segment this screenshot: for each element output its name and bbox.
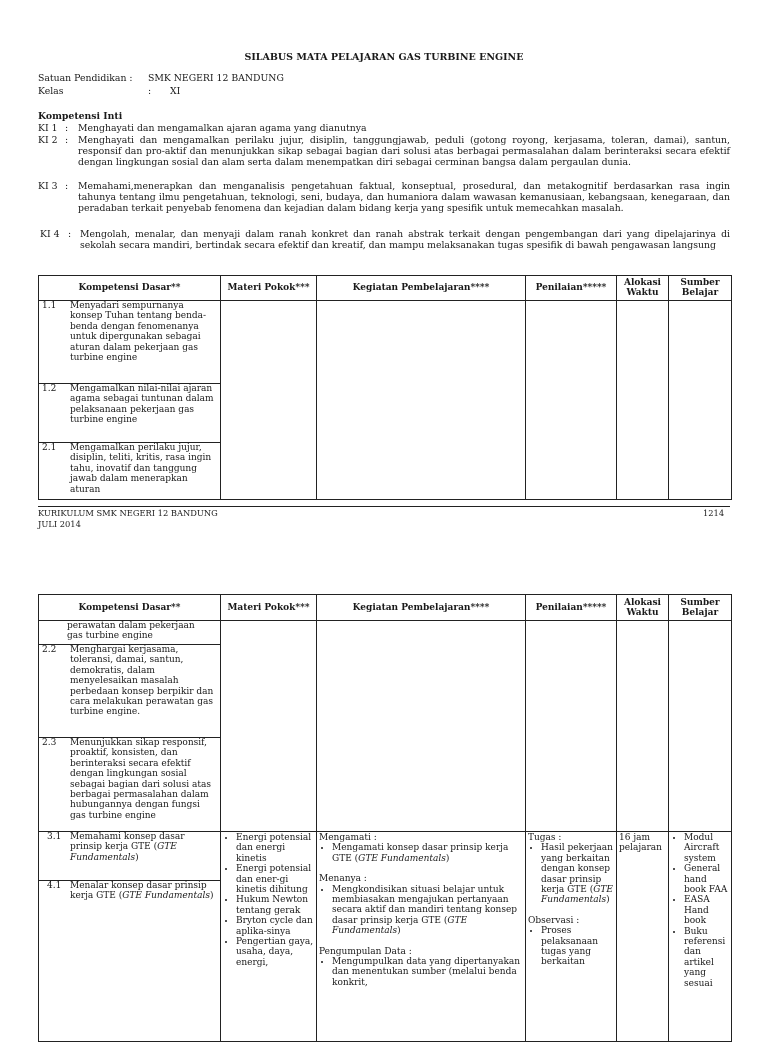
list-item: • Hasil pekerjaan yang berkaitan dengan konsep dasar prinsip kerja GTE (GTE Fundamentals) — [541, 843, 614, 905]
list-item: • Energi potensial dan energi kinetis — [236, 833, 314, 864]
kd-text: Menunjukkan sikap responsif, proaktif, konsisten, dan berinteraksi secara efektif dengan lingkungan sosial sebagai bagian dari solusi atas berbagai permasalahan dalam hubungannya dengan fungsi gas turbine engine — [70, 738, 211, 821]
kd-item-3-1 — [39, 832, 220, 881]
penilaian-cell — [526, 832, 617, 1042]
ki-3 — [38, 181, 730, 214]
kegiatan-cell — [317, 621, 526, 832]
header-penilaian: Penilaian***** — [526, 276, 617, 301]
kd-item-4-1 — [39, 881, 220, 902]
ki-2-text: Menghayati dan mengamalkan perilaku jujur, disiplin, tanggungjawab, peduli (gotong royong, kerjasama, toleran, damai), santun, responsif dan pro-aktif dan menunjukkan sikap sebagai bagian dari solusi atas berbagai permasalahan dalam berinteraksi secara efektif dengan lingkungan sosial dan alam serta dalam menempatkan diri sebagai cerminan bangsa dalam pergaulan dunia. — [78, 135, 730, 168]
ki-2-label: KI 2 — [38, 135, 58, 146]
footer-page-number: 1214 — [703, 508, 725, 518]
table-row — [39, 621, 732, 832]
header-materi-pokok: Materi Pokok*** — [221, 595, 317, 621]
list-item: • Pengertian gaya, usaha, daya, energi, — [236, 937, 314, 968]
kd-number: 1.1 — [42, 301, 57, 311]
alokasi-cell — [617, 301, 669, 500]
kd-number: 2.1 — [42, 443, 57, 453]
satuan-value: SMK NEGERI 12 BANDUNG — [148, 73, 284, 84]
list-item: • Mengkondisikan situasi belajar untuk membiasakan mengajukan pertanyaan secara aktif dan mandiri tentang konsep dasar prinsip kerja GTE (GTE Fundamentals) — [332, 885, 523, 937]
page-title: SILABUS MATA PELAJARAN GAS TURBINE ENGINE — [244, 52, 524, 63]
kd-continuation — [39, 621, 220, 645]
sumber-cell — [669, 621, 732, 832]
ki-3-text: Memahami,menerapkan dan menganalisis pengetahuan faktual, konseptual, prosedural, dan metakognitif berdasarkan rasa ingin tahunya tentang ilmu pengetahuan, teknologi, seni, budaya, dan humaniora dalam wawasan kemanusiaan, kebangsaan, kenegaraan, dan peradaban terkait penyebab fenomena dan kejadian dalam bidang kerja yang spesifik untuk memecahkan masalah. — [78, 181, 730, 214]
kelas-colon: : — [148, 86, 152, 97]
ki-2 — [38, 135, 730, 168]
sumber-cell — [669, 301, 732, 500]
materi-cell — [221, 621, 317, 832]
list-item: • Mengamati konsep dasar prinsip kerja GTE (GTE Fundamentals) — [332, 843, 523, 864]
penilaian-cell — [526, 621, 617, 832]
header-sumber: Sumber Belajar — [669, 276, 732, 301]
materi-list — [223, 833, 314, 968]
kd-cell — [39, 301, 221, 500]
list-item: • Modul Aircraft system — [684, 833, 729, 864]
kd-text: Mengamalkan perilaku jujur, disiplin, teliti, kritis, rasa ingin tahu, inovatif dan tanggung jawab dalam menerapkan aturan — [70, 443, 212, 495]
menanya-section — [319, 874, 523, 936]
table-row — [39, 301, 732, 500]
kelas-value: XI — [170, 86, 181, 97]
alokasi-cell: 16 jam pelajaran — [617, 832, 669, 1042]
syllabus-table-2 — [38, 594, 732, 1042]
ki-1-text: Menghayati dan mengamalkan ajaran agama yang dianutnya — [78, 123, 367, 134]
ki-4-text: Mengolah, menalar, dan menyaji dalam ranah konkret dan ranah abstrak terkait dengan pengembangan dari yang dipelajarinya di sekolah secara mandiri, bertindak secara efektif dan kreatif, dan mampu melaksanakan tugas spesifik di bawah pengawasan langsung — [80, 229, 730, 251]
mengamati-label: Mengamati : — [319, 833, 377, 843]
kd-text: Memahami konsep dasar prinsip kerja GTE (GTE Fundamentals) — [70, 832, 185, 863]
kd-number: 2.3 — [42, 738, 57, 748]
ki-4-label: KI 4 — [40, 229, 60, 240]
table-row — [39, 832, 732, 1042]
list-item: • Buku referensi dan artikel yang sesuai — [684, 927, 729, 989]
kd-item-1-2 — [39, 384, 220, 443]
menanya-label: Menanya : — [319, 874, 367, 885]
satuan-label: Satuan Pendidikan : — [38, 73, 133, 84]
ki-1-label: KI 1 — [38, 123, 58, 134]
header-kompetensi-dasar: Kompetensi Dasar** — [39, 276, 221, 301]
header-kegiatan: Kegiatan Pembelajaran**** — [317, 276, 526, 301]
footer-divider — [38, 506, 730, 507]
header-penilaian: Penilaian***** — [526, 595, 617, 621]
list-item: • Mengumpulkan data yang dipertanyakan dan menentukan sumber (melalui benda konkrit, — [332, 957, 523, 988]
header-kegiatan: Kegiatan Pembelajaran**** — [317, 595, 526, 621]
header-alokasi: Alokasi Waktu — [617, 276, 669, 301]
ki-4-colon: : — [68, 229, 72, 240]
kd-item-1-1 — [39, 301, 220, 384]
mengamati-section — [319, 833, 523, 864]
penilaian-cell — [526, 301, 617, 500]
kd-cell — [39, 832, 221, 1042]
ki-3-colon: : — [65, 181, 69, 192]
footer-left: KURIKULUM SMK NEGERI 12 BANDUNG — [38, 508, 218, 518]
ki-2-colon: : — [65, 135, 69, 146]
kd-text: Menyadari sempurnanya konsep Tuhan tentang benda-benda dengan fenomenanya untuk dipergunakan sebagai aturan dalam pekerjaan gas turbine engine — [70, 301, 207, 364]
table-header-row — [39, 595, 732, 621]
header-alokasi: Alokasi Waktu — [617, 595, 669, 621]
kegiatan-cell — [317, 301, 526, 500]
materi-cell — [221, 301, 317, 500]
pengumpulan-label: Pengumpulan Data : — [319, 946, 412, 957]
materi-cell — [221, 832, 317, 1042]
ki-3-label: KI 3 — [38, 181, 58, 192]
header-materi-pokok: Materi Pokok*** — [221, 276, 317, 301]
table-header-row — [39, 276, 732, 301]
kd-text: Menghargai kerjasama, toleransi, damai, santun, demokratis, dalam menyelesaikan masalah perbedaan konsep berpikir dan cara melakukan perawatan gas turbine engine. — [70, 645, 214, 718]
list-item: • General hand book FAA — [684, 864, 729, 895]
kelas-label: Kelas — [38, 86, 64, 97]
list-item: • Bryton cycle dan aplika-sinya — [236, 916, 314, 937]
header-sumber: Sumber Belajar — [669, 595, 732, 621]
observasi-label: Observasi : — [528, 915, 580, 926]
alokasi-cell — [617, 621, 669, 832]
kd-item-2-2 — [39, 645, 220, 738]
observasi-section — [528, 916, 614, 968]
list-item: • EASA Hand book — [684, 895, 729, 926]
kd-number: 3.1 — [47, 832, 62, 842]
kd-item-2-3 — [39, 738, 220, 821]
ki-1 — [38, 123, 730, 134]
ki-1-colon: : — [65, 123, 69, 134]
kd-text: Mengamalkan nilai-nilai ajaran agama sebagai tuntunan dalam pelaksanaan pekerjaan gas turbine engine — [70, 384, 214, 426]
kd-number: 4.1 — [47, 881, 62, 891]
kd-text: Menalar konsep dasar prinsip kerja GTE (GTE Fundamentals) — [70, 881, 214, 902]
tugas-section — [528, 833, 614, 906]
kd-cell — [39, 621, 221, 832]
tugas-label: Tugas : — [528, 833, 562, 843]
kd-item-2-1 — [39, 443, 220, 495]
list-item: • Proses pelaksanaan tugas yang berkaitan — [541, 926, 614, 968]
footer-date: JULI 2014 — [38, 519, 81, 529]
sumber-cell — [669, 832, 732, 1042]
ki-heading: Kompetensi Inti — [38, 111, 123, 122]
list-item: • Energi potensial dan ener-gi kinetis dihitung — [236, 864, 314, 895]
list-item: • Hukum Newton tentang gerak — [236, 895, 314, 916]
kegiatan-cell — [317, 832, 526, 1042]
header-kompetensi-dasar: Kompetensi Dasar** — [39, 595, 221, 621]
pengumpulan-section — [319, 947, 523, 989]
ki-4 — [40, 229, 730, 251]
page-2 — [0, 580, 768, 1024]
kd-number: 2.2 — [42, 645, 57, 655]
kd-text: perawatan dalam pekerjaan gas turbine engine — [67, 621, 195, 642]
sumber-list — [671, 833, 729, 989]
syllabus-table-1 — [38, 275, 732, 500]
kd-number: 1.2 — [42, 384, 57, 394]
